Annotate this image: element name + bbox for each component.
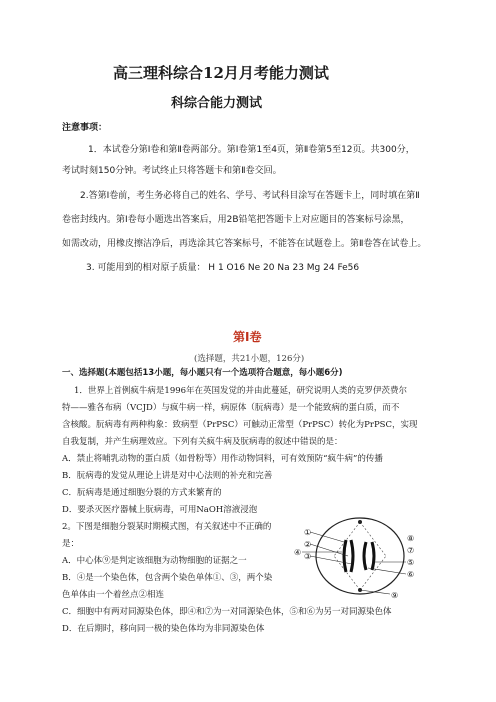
option-a: A．禁止将哺乳动物的蛋白质（如骨粉等）用作动物饲料，可有效预防“疯牛病”的传播: [62, 454, 383, 464]
chromosome: [351, 540, 353, 572]
note-line: 2.答第Ⅰ卷前，考生务必将自己的姓名、学号、考试科目涂写在答题卡上，同时填在第Ⅱ: [80, 191, 420, 201]
option-b: B．④是一个染色体，包含两个染色单体①、③，两个染: [62, 573, 273, 583]
page-title: 高三理科综合12月月考能力测试: [113, 64, 329, 82]
figure-label: ⑨: [391, 591, 399, 600]
figure-label: ④: [294, 548, 302, 557]
cell-membrane: [316, 518, 404, 594]
question-line: 特——雅各布病（VCJD）与疯牛病一样，病原体（朊病毒）是一个能致病的蛋白质，而不: [62, 403, 400, 413]
chromosome: [344, 540, 346, 572]
cell-division-figure: [294, 512, 424, 602]
page-subtitle: 科综合能力测试: [171, 96, 263, 111]
figure-label: ③: [304, 552, 312, 561]
centriole-top: [358, 520, 362, 524]
option-d: D．在后期时，移向同一极的染色体均为非同源染色体: [62, 624, 265, 634]
question-line: 是：: [62, 539, 80, 549]
option-b: B．朊病毒的发觉从理论上讲是对中心法则的补充和完善: [62, 471, 273, 481]
figure-label: ⑧: [407, 534, 415, 543]
option-a: A．中心体⑨是判定该细胞为动物细胞的证据之一: [62, 556, 247, 566]
chromosome: [364, 542, 366, 570]
figure-label: ②: [304, 540, 312, 549]
option-d: D．要杀灭医疗器械上朊病毒，可用NaOH溶液浸泡: [62, 505, 258, 515]
section-subtitle: (选择题，共21小题，126分): [194, 354, 305, 364]
option-b-cont: 色单体由一个着丝点②相连: [62, 590, 165, 600]
note-line: 1．本试卷分第Ⅰ卷和第Ⅱ卷两部分。第Ⅰ卷第1至4页，第Ⅱ卷第5至12页。共300分，: [88, 145, 415, 155]
note-line: 如需改动，用橡皮擦洁净后，再选涂其它答案标号，不能答在试题卷上。第Ⅱ卷答在试卷上。: [62, 239, 427, 249]
chromosome: [372, 542, 374, 570]
figure-label: ①: [304, 528, 312, 537]
figure-label: ⑤: [407, 558, 415, 567]
question-line: 含核酸。朊病毒有两种构象：致病型（PrPSC）可触动正常型（PrPSC）转化为PrPSC，实现: [62, 420, 418, 430]
part-heading: 一、选择题(本题包括13小题，每小题只有一个选项符合题意，每小题6分): [62, 368, 343, 378]
note-line: 3. 可能用到的相对原子质量： H 1 O16 Ne 20 Na 23 Mg 24 Fe56: [86, 263, 360, 273]
notes-heading: 注意事项：: [62, 123, 108, 133]
question-line: 自我复制，并产生病理效应。下列有关疯牛病及朊病毒的叙述中错误的是：: [62, 437, 343, 447]
question-line: 1．世界上首例疯牛病是1996年在英国发觉的并由此蔓延，研究说明人类的克罗伊茨费尔: [74, 386, 408, 396]
section-title: 第Ⅰ卷: [233, 330, 262, 344]
option-c: C．朊病毒是通过细胞分裂的方式来繁育的: [62, 488, 222, 498]
question-line: 2。下图是细胞分裂某时期模式图，有关叙述中不正确的: [62, 522, 272, 532]
figure-label: ⑥: [407, 570, 415, 579]
note-line: 卷密封线内。第Ⅰ卷每小题选出答案后，用2B铅笔把答题卡上对应题目的答案标号涂黑，: [62, 215, 410, 225]
figure-label: ⑦: [407, 546, 415, 555]
note-line: 考试时刻150分钟。考试终止只将答题卡和第Ⅱ卷交回。: [62, 166, 282, 176]
option-c: C．细胞中有两对同源染色体，即④和⑦为一对同源染色体，⑤和⑥为另一对同源染色体: [62, 607, 392, 617]
